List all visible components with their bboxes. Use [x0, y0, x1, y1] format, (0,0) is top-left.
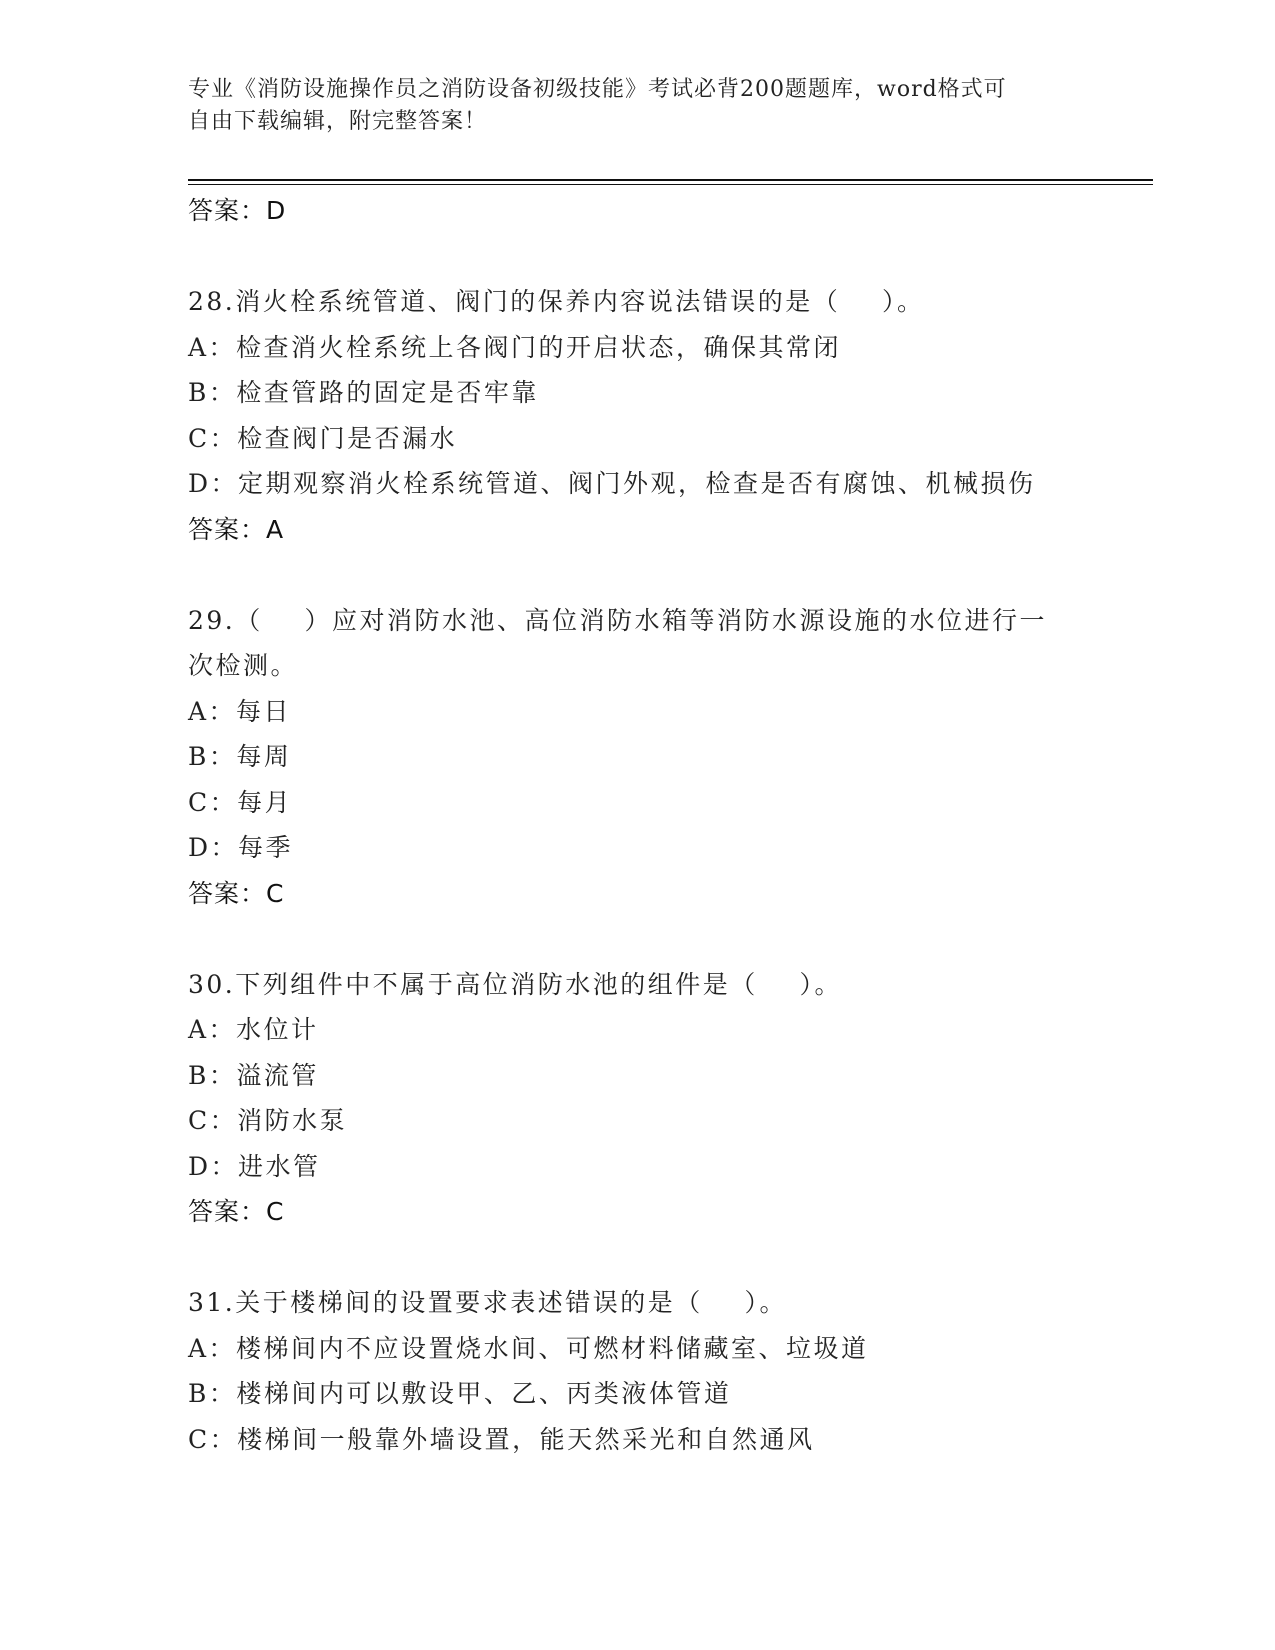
question-29 — [188, 598, 1088, 917]
option-b: B：检查管路的固定是否牢靠 — [188, 378, 539, 407]
question-28 — [188, 279, 1088, 552]
question-stem: 29.（ ）应对消防水池、高位消防水箱等消防水源设施的水位进行一 — [188, 605, 1048, 635]
header-divider-thin — [188, 184, 1153, 185]
answer: 答案：A — [188, 514, 285, 544]
document-header — [188, 74, 1088, 138]
question-stem: 31.关于楼梯间的设置要求表述错误的是（ ）。 — [188, 1288, 788, 1317]
option-c: C：楼梯间一般靠外墙设置，能天然采光和自然通风 — [188, 1424, 815, 1454]
option-c: C：消防水泵 — [188, 1106, 348, 1135]
spacer — [188, 552, 1088, 598]
option-a: A：检查消火栓系统上各阀门的开启状态，确保其常闭 — [188, 332, 842, 362]
option-d: D：定期观察消火栓系统管道、阀门外观，检查是否有腐蚀、机械损伤 — [188, 469, 1036, 498]
option-a: A：水位计 — [188, 1015, 319, 1044]
answer: 答案：C — [188, 1197, 285, 1226]
question-stem-continued: 次检测。 — [188, 651, 299, 680]
previous-answer: 答案：D — [188, 196, 287, 225]
option-c: C：检查阀门是否漏水 — [188, 423, 458, 453]
header-divider — [188, 179, 1153, 181]
question-stem: 30.下列组件中不属于高位消防水池的组件是（ ）。 — [188, 969, 843, 999]
option-a: A：楼梯间内不应设置烧水间、可燃材料储藏室、垃圾道 — [188, 1333, 869, 1363]
option-b: B：每周 — [188, 742, 292, 771]
option-b: B：楼梯间内可以敷设甲、乙、丙类液体管道 — [188, 1379, 732, 1408]
question-30 — [188, 962, 1088, 1235]
spacer — [188, 234, 1088, 280]
question-stem: 28.消火栓系统管道、阀门的保养内容说法错误的是（ ）。 — [188, 287, 925, 316]
answer: 答案：C — [188, 878, 285, 908]
option-d: D：每季 — [188, 833, 294, 862]
option-a: A：每日 — [188, 696, 292, 726]
option-b: B：溢流管 — [188, 1060, 319, 1090]
question-31 — [188, 1280, 1088, 1462]
header-line-1: 专业《消防设施操作员之消防设备初级技能》考试必背200题题库，word格式可 — [188, 77, 1007, 102]
spacer — [188, 916, 1088, 962]
option-c: C：每月 — [188, 787, 293, 817]
spacer — [188, 1235, 1088, 1281]
question-list — [188, 188, 1088, 1462]
option-d: D：进水管 — [188, 1151, 321, 1181]
header-line-2: 自由下载编辑，附完整答案！ — [188, 109, 488, 134]
